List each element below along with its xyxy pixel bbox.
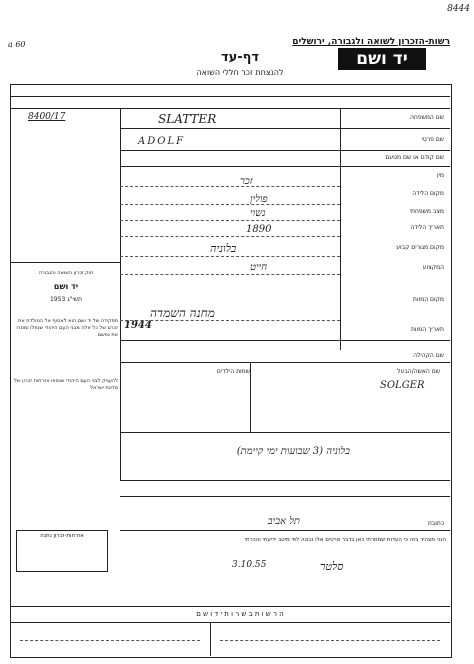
field-label-residence: מקום מגורים קבוע (396, 244, 444, 251)
rule (120, 128, 450, 129)
stamp-box (16, 530, 108, 572)
left-panel-year: תשי"ג 1953 (50, 296, 82, 303)
bottom-band-text: ה ר ש ו ת ב ש ר ו ת י ד ו ש ם (196, 610, 284, 618)
address-label: כתובת (427, 520, 444, 527)
rule (120, 274, 340, 275)
field-value-firstname: ADOLF (138, 136, 186, 147)
left-panel-title: חוק זכרון השואה והגבורה (38, 270, 94, 276)
rule (10, 262, 120, 263)
left-panel-org: יד ושם (53, 282, 79, 291)
left-panel-text: תפקידה של יד ושם הוא לאסוף אל המולדת את זכרם של כל אלה מבני העם היהודי שנפלו ומסרו את נפשם (16, 318, 118, 338)
field-value-marital: נשוי (250, 208, 266, 219)
rule (120, 256, 340, 257)
field-label-birthdate: תאריך הלידה (410, 224, 444, 231)
rule (120, 496, 450, 497)
field-label-prevname: שם קודם או שם מטעם (385, 154, 444, 161)
field-label-sex: מין (436, 172, 444, 179)
rule (10, 622, 450, 623)
grid-divider-left (120, 108, 121, 480)
rule (120, 480, 450, 481)
witness-line: בלוניה (3 שבועות ימי קיימת) (236, 446, 350, 457)
rule (220, 640, 440, 641)
rule (250, 362, 251, 432)
rule (10, 108, 450, 109)
field-value-deathplace: מחנה השמדה (150, 306, 215, 320)
rule (120, 204, 340, 205)
rule (120, 340, 450, 341)
left-panel-text2: להעניק לבני העם היהודי שנספו אזרחות זכרון של מדינת ישראל (14, 378, 118, 391)
witness-name: SOLGER (380, 380, 425, 391)
field-label-marital: מצב משפחתי (409, 208, 444, 215)
record-number: 8400/17 (28, 112, 66, 122)
page-title: דף-עד (220, 50, 260, 65)
field-label-surname: שם המשפחה (410, 114, 444, 121)
declaration-text: הנני מצהיר בזה כי העדות שמסרתי כאן בדבר פרטים אלו נכונה לפי מיטב ידיעתי והכרתי (244, 537, 446, 543)
header-org-line: רשות-הזכרון לשואה ולגבורה, ירושלים (292, 37, 450, 47)
signature: סלטר (320, 560, 344, 573)
rule (120, 362, 450, 363)
rule (120, 220, 340, 221)
rule (210, 622, 211, 656)
field-value-deathdate: 1944 (124, 320, 152, 331)
stamp-label: אזרחות-זכרון נתנה (40, 533, 84, 539)
rule (120, 320, 340, 321)
rule (20, 640, 200, 641)
field-label-community: שם הקהילה (413, 352, 444, 359)
field-value-sex: זכר (240, 176, 253, 187)
rule (120, 432, 450, 433)
rule (120, 150, 450, 151)
field-value-birthplace: פולין (250, 194, 268, 205)
rule (120, 530, 450, 531)
field-value-surname: SLATTER (158, 112, 217, 126)
field-value-profession: חייט (250, 262, 268, 273)
field-label-deathplace: מקום המוות (412, 296, 444, 303)
rule (120, 186, 340, 187)
children-label: שמות הילדים (216, 368, 250, 375)
rule (120, 166, 450, 167)
field-label-birthplace: מקום הלידה (412, 190, 444, 197)
field-label-profession: המקצוע (422, 264, 444, 271)
address-value: תל אביב (267, 516, 300, 527)
page-subtitle: להנצחת זכר חללי השואה (196, 68, 284, 77)
corner-mark-left: a 60 (8, 40, 26, 49)
declaration-date: 3.10.55 (232, 560, 267, 570)
rule (10, 96, 450, 97)
spouse-label: שם האשה/הבעל (397, 368, 440, 375)
field-value-residence: בלוניה (210, 242, 237, 255)
field-value-birthdate: 1890 (246, 224, 272, 235)
rule (10, 606, 450, 607)
corner-mark-right: 8444 (447, 4, 470, 14)
field-label-firstname: שם פרטי (421, 136, 444, 143)
grid-divider-right (340, 108, 341, 350)
rule (120, 236, 340, 237)
field-label-deathdate: תאריך המוות (410, 326, 444, 333)
header-logo: יד ושם (338, 48, 426, 70)
